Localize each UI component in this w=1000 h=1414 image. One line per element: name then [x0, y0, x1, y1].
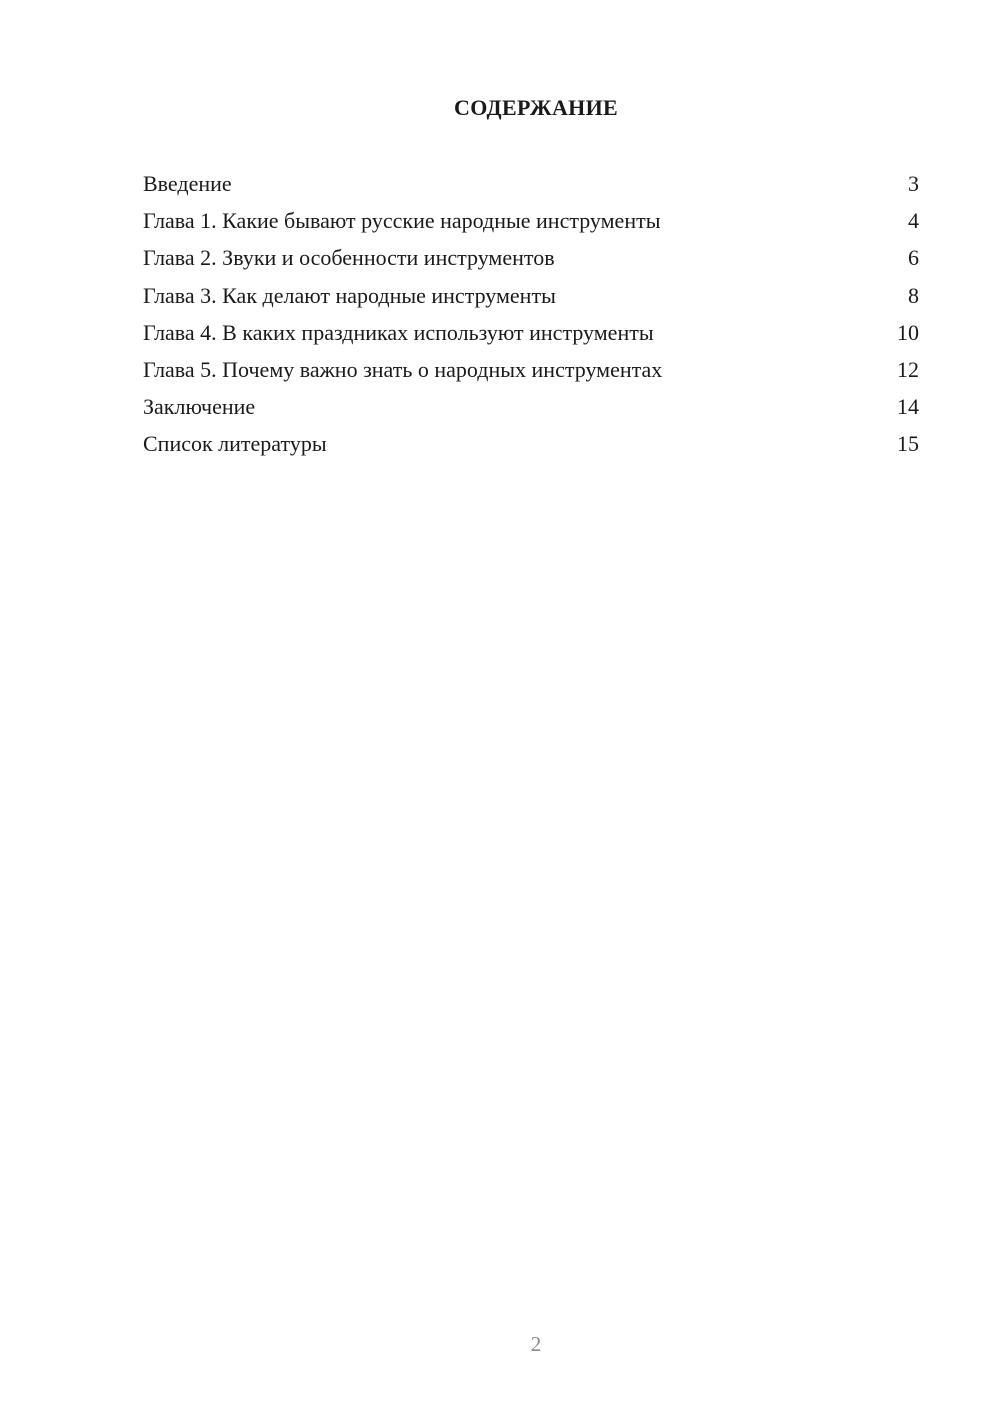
toc-entry-label: Глава 5. Почему важно знать о народных инструментах [143, 356, 663, 382]
toc-entry-page: 6 [908, 245, 919, 271]
toc-entry-page: 15 [897, 431, 919, 457]
toc-entry-chapter-2 [143, 242, 919, 279]
toc-entry-page: 14 [897, 394, 919, 420]
toc-entry-label: Глава 1. Какие бывают русские народные инструменты [143, 208, 661, 234]
toc-entry-introduction [143, 168, 919, 205]
toc-entry-page: 12 [897, 356, 919, 382]
toc-entry-chapter-1 [143, 205, 919, 242]
toc-entry-chapter-4 [143, 317, 919, 354]
page-number: 2 [530, 1332, 542, 1356]
toc-entry-chapter-3 [143, 280, 919, 317]
toc-entry-page: 3 [908, 171, 919, 196]
page-title: СОДЕРЖАНИЕ [454, 95, 618, 120]
toc-entry-bibliography [143, 428, 919, 465]
toc-entry-label: Глава 4. В каких праздниках используют инструменты [143, 319, 654, 345]
toc-entry-page: 8 [908, 282, 919, 308]
toc-entry-page: 10 [897, 319, 919, 345]
toc-entry-label: Список литературы [143, 431, 327, 457]
toc-entry-label: Глава 2. Звуки и особенности инструментов [143, 245, 555, 271]
toc-entry-label: Введение [143, 171, 232, 196]
toc-entry-page: 4 [908, 208, 919, 234]
toc-entry-conclusion [143, 391, 919, 428]
table-of-contents [143, 168, 919, 466]
toc-entry-label: Глава 3. Как делают народные инструменты [143, 282, 556, 308]
toc-entry-label: Заключение [143, 394, 256, 420]
toc-entry-chapter-5 [143, 354, 919, 391]
